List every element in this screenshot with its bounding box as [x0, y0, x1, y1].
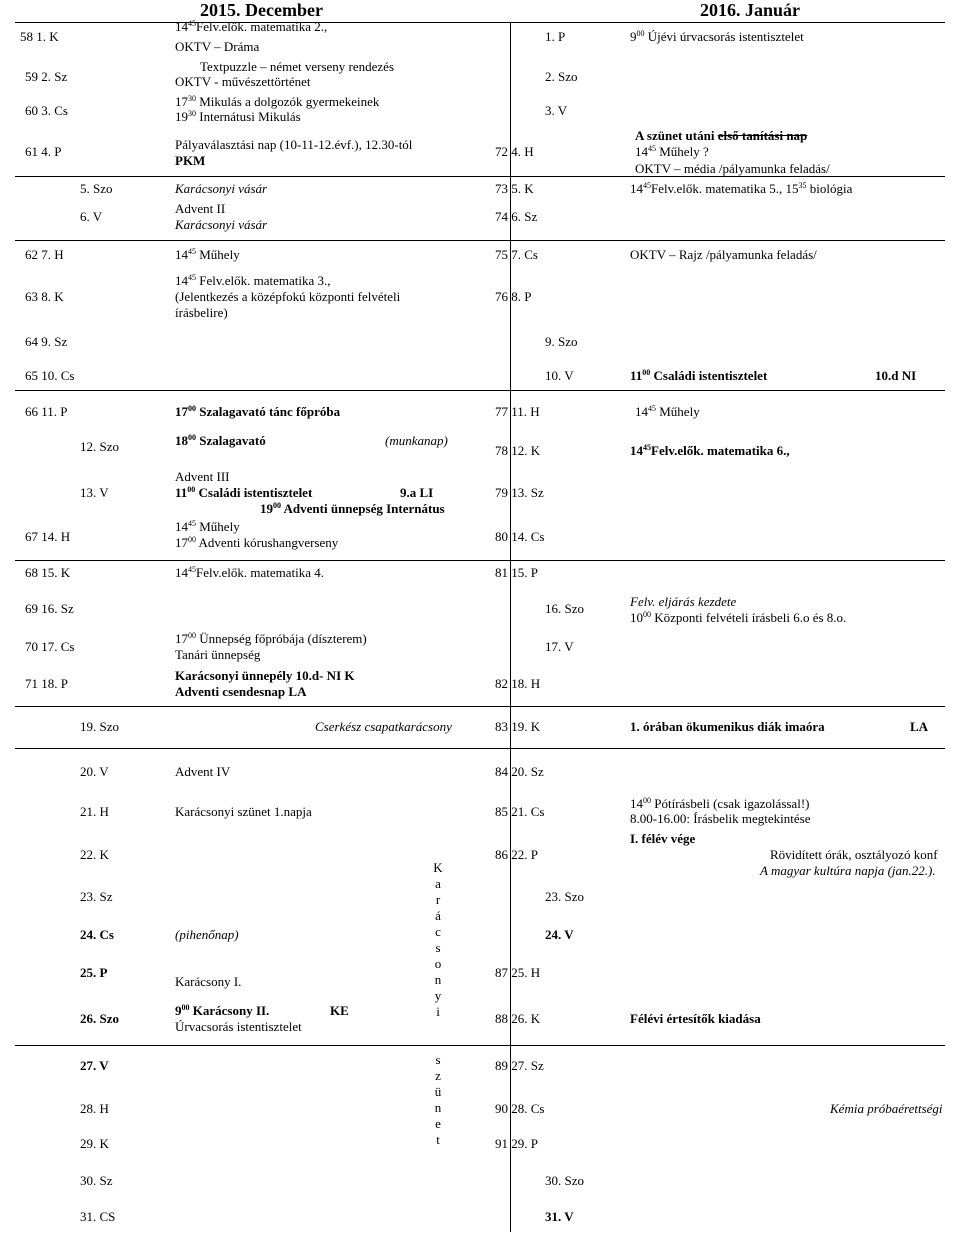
row-dec-29-cell-1: 29. K	[80, 1136, 109, 1151]
row-dec-06-cell-3: Karácsonyi vásár	[175, 217, 268, 232]
row-jan-02-cell-1: 2. Szo	[545, 69, 578, 84]
row-dec-26-cell-2: $9^{00}$ Karácsony II.	[175, 1003, 270, 1018]
row-jan-12-cell-2: $14^{45}Felv.elők$. matematika 6.,	[630, 443, 790, 458]
row-jan-28-cell-1: 90 28. Cs	[495, 1101, 545, 1116]
row-jan-19-cell-2: 1. órában ökumenikus diák imaóra	[630, 719, 825, 734]
row-dec-11-cell-1: 66 11. P	[25, 404, 68, 419]
row-jan-21-cell-2: $14^{00}$ Pótírásbeli (csak igazolással!)	[630, 796, 810, 811]
row-dec-07-cell-1: 62 7. H	[25, 247, 64, 262]
row-dec-21-cell-2: Karácsonyi szünet 1.napja	[175, 804, 312, 819]
row-jan-23-cell-1: 23. Szo	[545, 889, 584, 904]
row-dec-26-cell-3: KE	[330, 1003, 349, 1018]
row-dec-01-cell-1: 58 1. K	[20, 29, 59, 44]
row-dec-13-cell-5: $19^{00}$ Adventi ünnepség Internátus	[260, 501, 445, 516]
row-dec-14-cell-3: $17^{00}$ Adventi kórushangverseny	[175, 535, 339, 550]
row-jan-10-cell-3: 10.d NI	[875, 368, 917, 383]
row-jan-14-cell-1: 80 14. Cs	[495, 529, 545, 544]
row-dec-14-cell-2: $14^{45}$ Műhely	[175, 519, 240, 534]
row-jan-11-cell-2: $14^{45}$ Műhely	[635, 404, 700, 419]
row-dec-02-cell-3: OKTV - művészettörténet	[175, 74, 311, 89]
row-dec-12-cell-2: $18^{00}$ Szalagavató	[175, 433, 266, 448]
row-dec-04-cell-3: PKM	[175, 153, 206, 168]
row-dec-08-cell-1: 63 8. K	[25, 289, 64, 304]
row-jan-24-cell-1: 24. V	[545, 927, 574, 942]
row-jan-27-cell-1: 89 27. Sz	[495, 1058, 544, 1073]
row-jan-03-cell-1: 3. V	[545, 103, 568, 118]
row-jan-28-cell-2: Kémia próbaérettségi	[830, 1101, 943, 1116]
row-dec-03-cell-1: 60 3. Cs	[25, 103, 68, 118]
row-dec-01-cell-3: OKTV – Dráma	[175, 39, 260, 54]
row-dec-02-cell-1: 59 2. Sz	[25, 69, 68, 84]
row-dec-22-cell-1: 22. K	[80, 847, 109, 862]
row-dec-04-cell-1: 61 4. P	[25, 144, 62, 159]
row-jan-04-cell-3: $14^{45}$ Műhely ?	[635, 144, 709, 159]
row-jan-19-cell-3: LA	[910, 719, 929, 734]
row-dec-01-cell-2: $14^{45}Felv.elők$. matematika 2.,	[175, 19, 328, 34]
row-dec-10-cell-1: 65 10. Cs	[25, 368, 75, 383]
row-dec-25-cell-2: Karácsony I.	[175, 974, 242, 989]
row-dec-26-cell-1: 26. Szo	[80, 1011, 119, 1026]
row-dec-13-cell-1: 13. V	[80, 485, 109, 500]
row-dec-05-cell-1: 5. Szo	[80, 181, 113, 196]
row-jan-04-cell-4: OKTV – média /pályamunka feladás/	[635, 161, 830, 176]
row-dec-19-cell-1: 19. Szo	[80, 719, 119, 734]
december-header: 2015. December	[200, 0, 323, 20]
row-jan-10-cell-1: 10. V	[545, 368, 574, 383]
row-jan-22-cell-4: A magyar kultúra napja (jan.22.).	[760, 863, 936, 878]
row-dec-08-cell-4: írásbelire)	[175, 305, 228, 320]
row-dec-31-cell-1: 31. CS	[80, 1209, 116, 1224]
row-dec-30-cell-1: 30. Sz	[80, 1173, 113, 1188]
row-dec-17-cell-3: Tanári ünnepség	[175, 647, 261, 662]
row-dec-21-cell-1: 21. H	[80, 804, 109, 819]
row-jan-26-cell-2: Félévi értesítők kiadása	[630, 1011, 761, 1026]
row-dec-25-cell-1: 25. P	[80, 965, 108, 980]
row-jan-05-cell-1: 73 5. K	[495, 181, 534, 196]
row-dec-13-cell-3: $11^{00}$ Családi istentisztelet	[175, 485, 313, 500]
row-jan-22-cell-1: 86 22. P	[495, 847, 538, 862]
row-jan-04-cell-2: A szünet utáni első tanítási nap	[635, 128, 808, 143]
row-jan-01-cell-1: 1. P	[545, 29, 566, 44]
row-jan-29-cell-1: 91 29. P	[495, 1136, 538, 1151]
row-dec-13-cell-2: Advent III	[175, 469, 230, 484]
row-dec-18-cell-2: Karácsonyi ünnepély 10.d- NI K	[175, 668, 355, 683]
row-dec-13-cell-4: 9.a LI	[400, 485, 434, 500]
row-jan-09-cell-1: 9. Szo	[545, 334, 578, 349]
row-jan-05-cell-2: $14^{45}Felv.elők$. matematika 5., $15^{35}$ biológia	[630, 181, 853, 196]
row-dec-07-cell-2: $14^{45}$ Műhely	[175, 247, 240, 262]
row-jan-31-cell-1: 31. V	[545, 1209, 574, 1224]
row-jan-20-cell-1: 84 20. Sz	[495, 764, 544, 779]
row-dec-18-cell-3: Adventi csendesnap LA	[175, 684, 307, 699]
vertical-holiday-label: K a r á c s o n y i s z ü n e t	[433, 860, 443, 1147]
row-dec-20-cell-1: 20. V	[80, 764, 109, 779]
row-jan-04-cell-1: 72 4. H	[495, 144, 534, 159]
row-dec-17-cell-2: $17^{00}$ Ünnepség főpróbája (díszterem)	[175, 631, 367, 646]
row-jan-21-cell-3: 8.00-16.00: Írásbelik megtekintése	[630, 811, 811, 826]
row-dec-27-cell-1: 27. V	[80, 1058, 109, 1073]
row-dec-03-cell-2: $17^{30}$ Mikulás a dolgozók gyermekeinek	[175, 94, 380, 109]
row-jan-12-cell-1: 78 12. K	[495, 443, 541, 458]
row-dec-16-cell-1: 69 16. Sz	[25, 601, 74, 616]
row-dec-14-cell-1: 67 14. H	[25, 529, 71, 544]
row-dec-15-cell-1: 68 15. K	[25, 565, 71, 580]
row-dec-04-cell-2: Pályaválasztási nap (10-11-12.évf.), 12.30-tól	[175, 137, 413, 152]
row-jan-22-cell-3: Rövidített órák, osztályozó konf	[770, 847, 938, 862]
row-dec-26-cell-4: Úrvacsorás istentisztelet	[175, 1019, 302, 1034]
row-jan-30-cell-1: 30. Szo	[545, 1173, 584, 1188]
row-dec-03-cell-3: $19^{30}$ Internátusi Mikulás	[175, 109, 301, 124]
row-dec-15-cell-2: $14^{45}Felv.elők$. matematika 4.	[175, 565, 325, 580]
row-dec-19-cell-2: Cserkész csapatkarácsony	[315, 719, 452, 734]
row-jan-13-cell-1: 79 13. Sz	[495, 485, 544, 500]
row-jan-16-cell-3: $10^{00}$ Központi felvételi írásbeli 6.o és 8.o.	[630, 610, 847, 625]
row-dec-02-cell-2: Textpuzzle – német verseny rendezés	[200, 59, 394, 74]
row-jan-17-cell-1: 17. V	[545, 639, 574, 654]
row-jan-22-cell-2: I. félév vége	[630, 831, 696, 846]
row-dec-24-cell-1: 24. Cs	[80, 927, 114, 942]
row-jan-16-cell-2: Felv. eljárás kezdete	[630, 594, 737, 609]
row-jan-06-cell-1: 74 6. Sz	[495, 209, 538, 224]
row-dec-28-cell-1: 28. H	[80, 1101, 109, 1116]
row-dec-12-cell-1: 12. Szo	[80, 439, 119, 454]
row-dec-06-cell-1: 6. V	[80, 209, 103, 224]
row-jan-11-cell-1: 77 11. H	[495, 404, 540, 419]
january-header: 2016. Január	[700, 0, 801, 20]
row-jan-25-cell-1: 87 25. H	[495, 965, 541, 980]
row-jan-07-cell-2: OKTV – Rajz /pályamunka feladás/	[630, 247, 817, 262]
row-jan-19-cell-1: 83 19. K	[495, 719, 541, 734]
row-jan-18-cell-1: 82 18. H	[495, 676, 541, 691]
row-jan-07-cell-1: 75 7. Cs	[495, 247, 538, 262]
row-dec-08-cell-2: $14^{45}$ Felv.elők. matematika 3.,	[175, 273, 331, 288]
row-jan-26-cell-1: 88 26. K	[495, 1011, 541, 1026]
row-dec-17-cell-1: 70 17. Cs	[25, 639, 75, 654]
row-jan-08-cell-1: 76 8. P	[495, 289, 532, 304]
row-jan-10-cell-2: $11^{00}$ Családi istentisztelet	[630, 368, 768, 383]
row-dec-23-cell-1: 23. Sz	[80, 889, 113, 904]
row-dec-09-cell-1: 64 9. Sz	[25, 334, 68, 349]
row-dec-20-cell-2: Advent IV	[175, 764, 231, 779]
row-dec-06-cell-2: Advent II	[175, 201, 226, 216]
row-dec-24-cell-2: (pihenőnap)	[175, 927, 239, 942]
row-dec-12-cell-3: (munkanap)	[385, 433, 448, 448]
row-dec-18-cell-1: 71 18. P	[25, 676, 68, 691]
row-dec-11-cell-2: $17^{00}$ Szalagavató tánc főpróba	[175, 404, 341, 419]
row-dec-08-cell-3: (Jelentkezés a középfokú központi felvételi	[175, 289, 401, 304]
row-jan-15-cell-1: 81 15. P	[495, 565, 538, 580]
row-dec-05-cell-2: Karácsonyi vásár	[175, 181, 268, 196]
row-jan-16-cell-1: 16. Szo	[545, 601, 584, 616]
row-jan-01-cell-2: $9^{00}$ Újévi úrvacsorás istentisztelet	[630, 29, 804, 44]
row-jan-21-cell-1: 85 21. Cs	[495, 804, 545, 819]
